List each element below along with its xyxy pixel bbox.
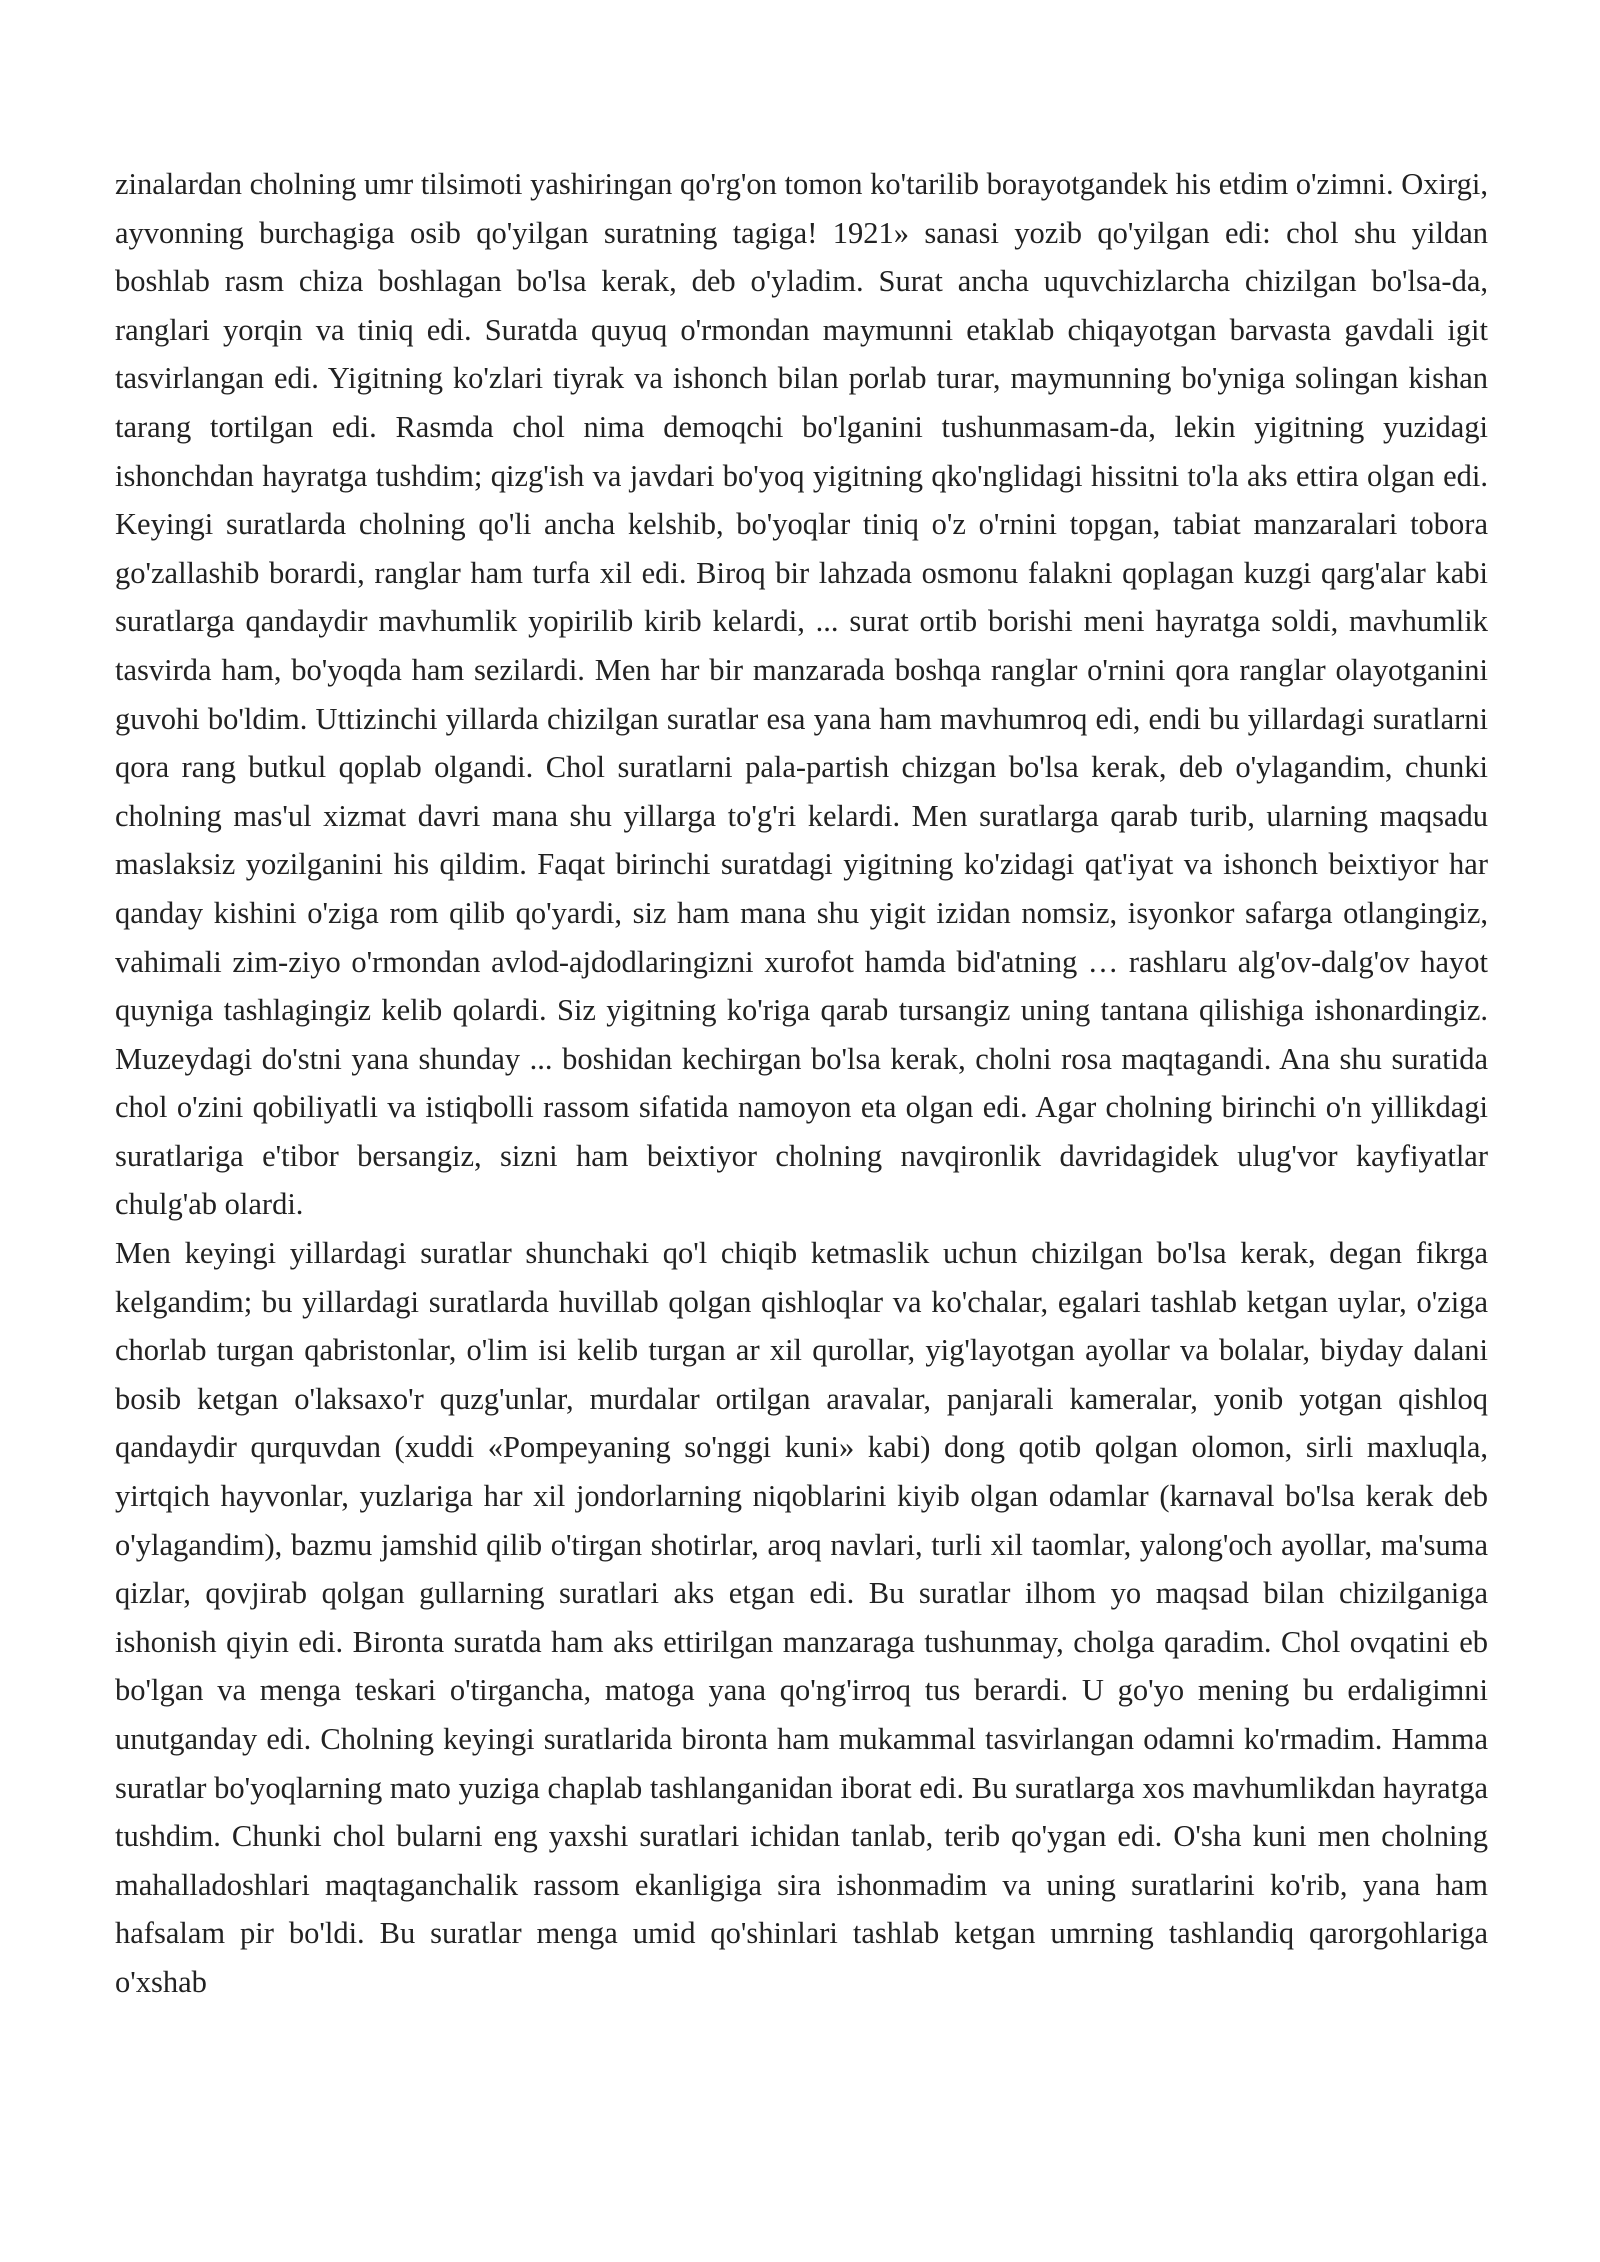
body-paragraph-1: zinalardan cholning umr tilsimoti yashiringan qo'rg'on tomon ko'tarilib borayotgandek his etdim o'zimni. Oxirgi, ayvonning burchagiga osib qo'yilgan suratning tagiga! 1921» sanasi yozib qo'yilgan edi: chol shu yildan boshlab rasm chiza boshlagan bo'lsa kerak, deb o'yladim. Surat ancha uquvchizlarcha chizilgan bo'lsa-da, ranglari yorqin va tiniq edi. Suratda quyuq o'rmondan maymunni etaklab chiqayotgan barvasta gavdali igit tasvirlangan edi. Yigitning ko'zlari tiyrak va ishonch bilan porlab turar, maymunning bo'yniga solingan kishan tarang tortilgan edi. Rasmda chol nima demoqchi bo'lganini tushunmasam-da, lekin yigitning yuzidagi ishonchdan hayratga tushdim; qizg'ish va javdari bo'yoq yigitning qko'nglidagi hissitni to'la aks ettira olgan edi. Keyingi suratlarda cholning qo'li ancha kelshib, bo'yoqlar tiniq o'z o'rnini topgan, tabiat manzaralari tobora go'zallashib borardi, ranglar ham turfa xil edi. Biroq bir lahzada osmonu falakni qoplagan kuzgi qarg'alar kabi suratlarga qandaydir mavhumlik yopirilib kirib kelardi, ... surat ortib borishi meni hayratga soldi, mavhumlik tasvirda ham, bo'yoqda ham sezilardi. Men har bir manzarada boshqa ranglar o'rnini qora ranglar olayotganini guvohi bo'ldim. Uttizinchi yillarda chizilgan suratlar esa yana ham mavhumroq edi, endi bu yillardagi suratlarni qora rang butkul qoplab olgandi. Chol suratlarni pala-partish chizgan bo'lsa kerak, deb o'ylagandim, chunki cholning mas'ul xizmat davri mana shu yillarga to'g'ri kelardi. Men suratlarga qarab turib, ularning maqsadu maslaksiz yozilganini his qildim. Faqat birinchi suratdagi yigitning ko'zidagi qat'iyat va ishonch beixtiyor har qanday kishini o'ziga rom qilib qo'yardi, siz ham mana shu yigit izidan nomsiz, isyonkor safarga otlangingiz, vahimali zim-ziyo o'rmondan avlod-ajdodlaringizni xurofot hamda bid'atning … rashlaru alg'ov-dalg'ov hayot quyniga tashlagingiz kelib qolardi. Siz yigitning ko'riga qarab tursangiz uning tantana qilishiga ishonardingiz. Muzeydagi do'stni yana shunday ... boshidan kechirgan bo'lsa kerak, cholni rosa maqtagandi. Ana shu suratida chol o'zini qobiliyatli va istiqbolli rassom sifatida namoyon eta olgan edi. Agar cholning birinchi o'n yillikdagi suratlariga e'tibor bersangiz, sizni ham beixtiyor cholning navqironlik davridagidek ulug'vor kayfiyatlar chulg'ab olardi. bbox=[115, 167, 1488, 1222]
body-paragraph-2: Men keyingi yillardagi suratlar shunchaki qo'l chiqib ketmaslik uchun chizilgan bo'lsa kerak, degan fikrga kelgandim; bu yillardagi suratlarda huvillab qolgan qishloqlar va ko'chalar, egalari tashlab ketgan uylar, o'ziga chorlab turgan qabristonlar, o'lim isi kelib turgan ar xil qurollar, yig'layotgan ayollar va bolalar, biyday dalani bosib ketgan o'laksaxo'r quzg'unlar, murdalar ortilgan aravalar, panjarali kameralar, yonib yotgan qishloq qandaydir qurquvdan (xuddi «Pompeyaning so'nggi kuni» kabi) dong qotib qolgan olomon, sirli maxluqla, yirtqich hayvonlar, yuzlariga har xil jondorlarning niqoblarini kiyib olgan odamlar (karnaval bo'lsa kerak deb o'ylagandim), bazmu jamshid qilib o'tirgan shotirlar, aroq navlari, turli xil taomlar, yalong'och ayollar, ma'suma qizlar, qovjirab qolgan gullarning suratlari aks etgan edi. Bu suratlar ilhom yo maqsad bilan chizilganiga ishonish qiyin edi. Bironta suratda ham aks ettirilgan manzaraga tushunmay, cholga qaradim. Chol ovqatini eb bo'lgan va menga teskari o'tirgancha, matoga yana qo'ng'irroq tus berardi. U go'yo mening bu erdaligimni unutganday edi. Cholning keyingi suratlarida bironta ham mukammal tasvirlangan odamni ko'rmadim. Hamma suratlar bo'yoqlarning mato yuziga chaplab tashlanganidan iborat edi. Bu suratlarga xos mavhumlikdan hayratga tushdim. Chunki chol bularni eng yaxshi suratlari ichidan tanlab, terib qo'ygan edi. O'sha kuni men cholning mahalladoshlari maqtaganchalik rassom ekanligiga sira ishonmadim va uning suratlarini ko'rib, yana ham hafsalam pir bo'ldi. Bu suratlar menga umid qo'shinlari tashlab ketgan umrning tashlandiq qarorgohlariga o'xshab bbox=[115, 1236, 1488, 1999]
document-page bbox=[115, 160, 1488, 2007]
